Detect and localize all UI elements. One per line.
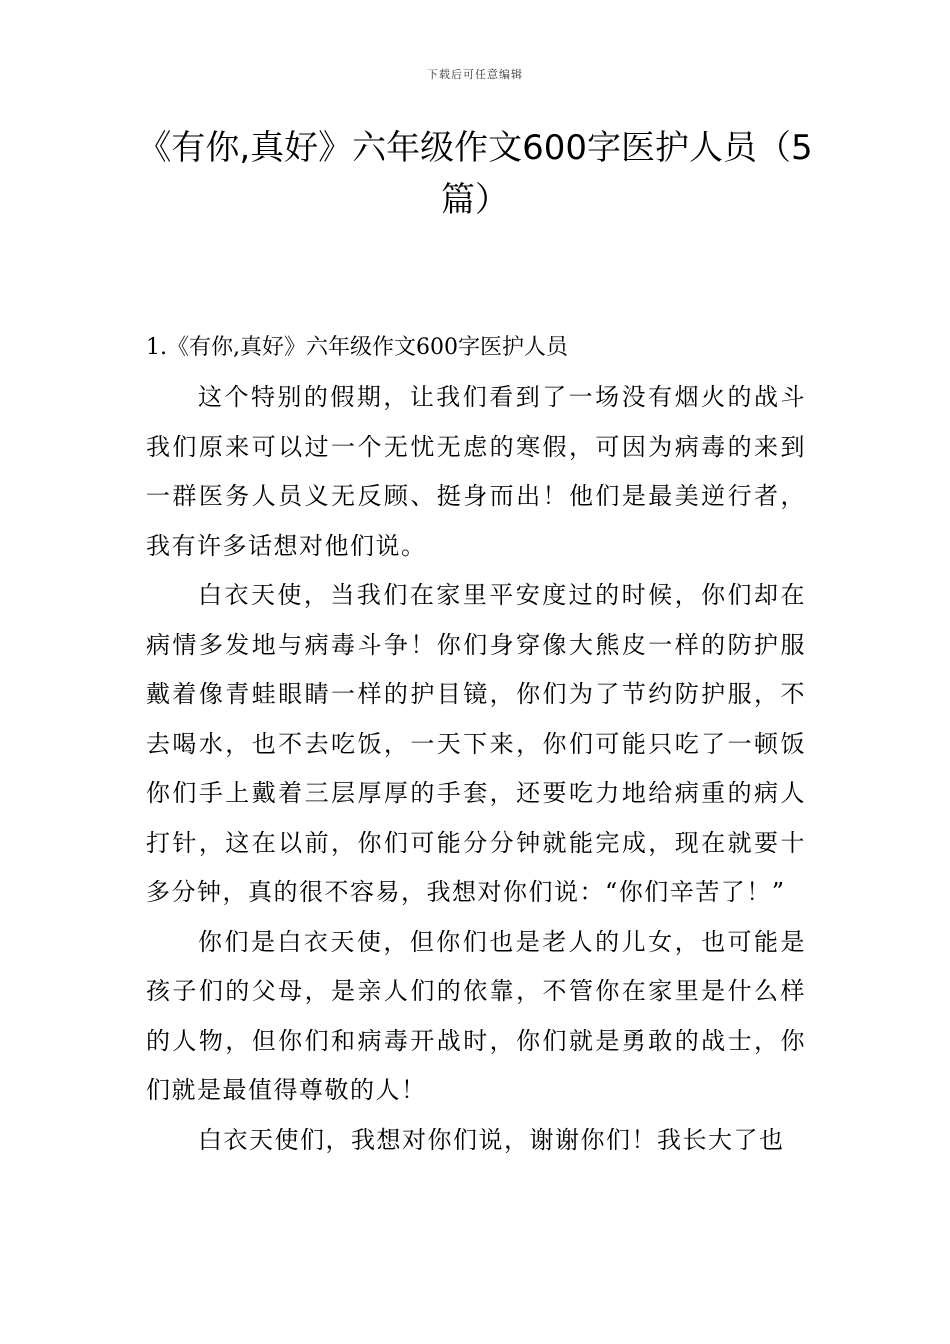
document-title: 《有你,真好》六年级作文600字医护人员（5篇）	[137, 128, 813, 220]
paragraph-1: 这个特别的假期，让我们看到了一场没有烟火的战斗我们原来可以过一个无忧无虑的寒假，可因为病毒的来到一群医务人员义无反顾、挺身而出！他们是最美逆行者，我有许多话想对他们说。	[146, 383, 806, 560]
paragraph-4: 白衣天使们，我想对你们说，谢谢你们！我长大了也	[198, 1125, 785, 1154]
paragraph-2: 白衣天使，当我们在家里平安度过的时候，你们却在病情多发地与病毒斗争！你们身穿像大熊皮一样的防护服戴着像青蛙眼睛一样的护目镜，你们为了节约防护服，不去喝水，也不去吃饭，一天下来，你们可能只吃了一顿饭你们手上戴着三层厚厚的手套，还要吃力地给病重的病人打针，这在以前，你们可能分分钟就能完成，现在就要十多分钟，真的很不容易，我想对你们说：“你们辛苦了！”	[146, 581, 806, 906]
section-heading: 1.《有你,真好》六年级作文600字医护人员	[146, 335, 568, 360]
document-body	[146, 330, 806, 1165]
header-note: 下载后可任意编辑	[427, 68, 523, 81]
paragraph-3: 你们是白衣天使，但你们也是老人的儿女，也可能是孩子们的父母，是亲人们的依靠，不管你在家里是什么样的人物，但你们和病毒开战时，你们就是勇敢的战士，你们就是最值得尊敬的人！	[146, 927, 806, 1104]
